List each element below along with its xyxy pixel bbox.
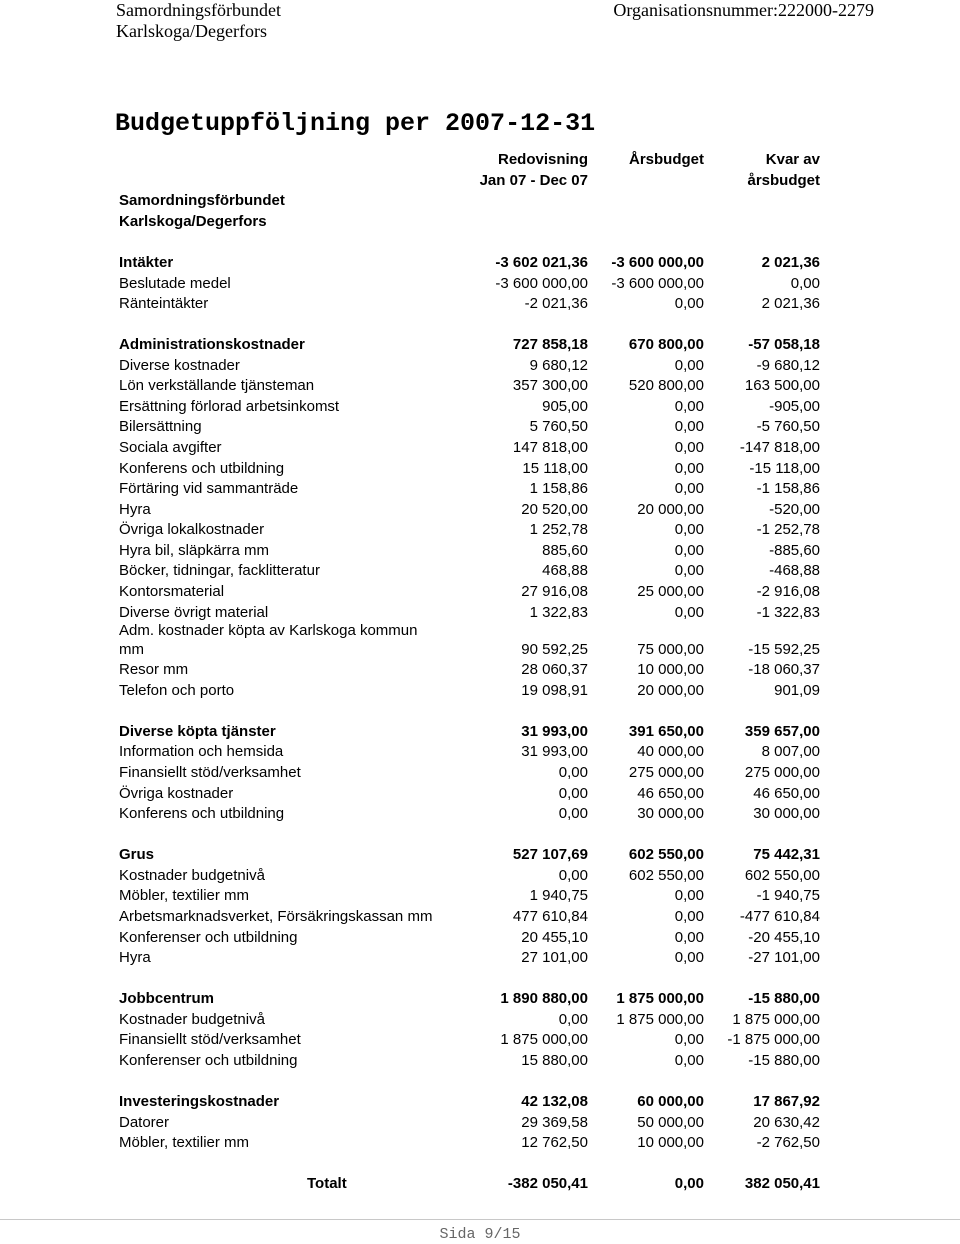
cell-redovisning: 15 118,00 xyxy=(522,460,588,477)
cell-arsbudget: 0,00 xyxy=(674,1052,704,1069)
row-label: Arbetsmarknadsverket, Försäkringskassan mm xyxy=(119,908,433,925)
table-row xyxy=(119,1030,824,1050)
cell-arsbudget: 0,00 xyxy=(674,1031,704,1048)
table-row xyxy=(119,907,824,927)
cell-kvar: 163 500,00 xyxy=(744,377,820,394)
cell-kvar: -1 158,86 xyxy=(756,480,820,497)
cell-kvar: 602 550,00 xyxy=(744,867,820,884)
table-row xyxy=(119,622,824,660)
cell-kvar: -5 760,50 xyxy=(756,418,820,435)
cell-kvar: 2 021,36 xyxy=(761,295,820,312)
total-kvar: 382 050,41 xyxy=(744,1175,820,1192)
table-row xyxy=(119,681,824,701)
cell-kvar: -57 058,18 xyxy=(748,336,820,353)
table-row xyxy=(119,866,824,886)
table-row xyxy=(119,520,824,540)
cell-redovisning: 357 300,00 xyxy=(512,377,588,394)
row-label: Jobbcentrum xyxy=(119,990,215,1007)
table-row xyxy=(119,376,824,396)
cell-redovisning: 468,88 xyxy=(542,562,588,579)
cell-arsbudget: 25 000,00 xyxy=(637,583,704,600)
section-row xyxy=(119,722,824,742)
header-organization-number: Organisationsnummer:222000-2279 xyxy=(613,0,874,20)
cell-redovisning: 27 916,08 xyxy=(521,583,588,600)
row-label: Övriga lokalkostnader xyxy=(119,521,265,538)
cell-redovisning: 1 890 880,00 xyxy=(500,990,588,1007)
cell-redovisning: 27 101,00 xyxy=(521,949,588,966)
cell-redovisning: 20 520,00 xyxy=(521,501,588,518)
cell-arsbudget: 20 000,00 xyxy=(637,501,704,518)
row-label: Datorer xyxy=(119,1114,170,1131)
cell-arsbudget: 670 800,00 xyxy=(628,336,704,353)
header-organization-location: Karlskoga/Degerfors xyxy=(116,21,267,41)
cell-redovisning: 9 680,12 xyxy=(529,357,588,374)
cell-arsbudget: 40 000,00 xyxy=(637,743,704,760)
row-label: Telefon och porto xyxy=(119,682,235,699)
cell-redovisning: 0,00 xyxy=(558,785,588,802)
row-label: Möbler, textilier mm xyxy=(119,1134,250,1151)
table-row xyxy=(119,1113,824,1133)
cell-redovisning: -3 600 000,00 xyxy=(495,275,588,292)
table-row xyxy=(119,274,824,294)
cell-redovisning: 885,60 xyxy=(542,542,588,559)
row-label: Kostnader budgetnivå xyxy=(119,867,265,884)
column-header-arsbudget: Årsbudget xyxy=(629,151,704,168)
cell-arsbudget: 0,00 xyxy=(674,398,704,415)
table-row xyxy=(119,763,824,783)
footer-divider xyxy=(0,1219,960,1220)
cell-arsbudget: 10 000,00 xyxy=(637,1134,704,1151)
table-row xyxy=(119,784,824,804)
cell-kvar: 17 867,92 xyxy=(753,1093,820,1110)
table-row xyxy=(119,356,824,376)
cell-arsbudget: 20 000,00 xyxy=(637,682,704,699)
table-row xyxy=(119,1133,824,1153)
row-label: Ersättning förlorad arbetsinkomst xyxy=(119,398,340,415)
column-header-redovisning: Redovisning xyxy=(497,151,588,168)
cell-arsbudget: 46 650,00 xyxy=(637,785,704,802)
cell-kvar: -147 818,00 xyxy=(739,439,820,456)
cell-arsbudget: 0,00 xyxy=(674,949,704,966)
row-label: Konferenser och utbildning xyxy=(119,1052,298,1069)
cell-kvar: -1 940,75 xyxy=(756,887,820,904)
table-row xyxy=(119,561,824,581)
cell-redovisning: 477 610,84 xyxy=(512,908,588,925)
cell-kvar: 359 657,00 xyxy=(744,723,820,740)
cell-redovisning: 31 993,00 xyxy=(521,743,588,760)
cell-kvar: 20 630,42 xyxy=(753,1114,820,1131)
row-label: Beslutade medel xyxy=(119,275,231,292)
cell-kvar: -477 610,84 xyxy=(739,908,820,925)
cell-kvar: -27 101,00 xyxy=(748,949,820,966)
cell-arsbudget: 0,00 xyxy=(674,460,704,477)
cell-redovisning: 31 993,00 xyxy=(521,723,588,740)
cell-arsbudget: 0,00 xyxy=(674,887,704,904)
total-redovisning: -382 050,41 xyxy=(507,1175,588,1192)
table-row xyxy=(119,582,824,602)
cell-kvar: -20 455,10 xyxy=(748,929,820,946)
organization-label-line2: Karlskoga/Degerfors xyxy=(119,213,267,230)
table-row xyxy=(119,603,824,623)
cell-redovisning: 0,00 xyxy=(558,764,588,781)
cell-kvar: 8 007,00 xyxy=(761,743,820,760)
cell-kvar: 75 442,31 xyxy=(753,846,820,863)
section-row xyxy=(119,253,824,273)
cell-redovisning: 147 818,00 xyxy=(512,439,588,456)
table-row xyxy=(119,438,824,458)
row-label-line1: Adm. kostnader köpta av Karlskoga kommun xyxy=(119,622,418,639)
table-row xyxy=(119,928,824,948)
row-label: Grus xyxy=(119,846,155,863)
row-label: Ränteintäkter xyxy=(119,295,209,312)
cell-redovisning: 1 875 000,00 xyxy=(500,1031,588,1048)
cell-redovisning: 905,00 xyxy=(542,398,588,415)
page-number: Sida 9/15 xyxy=(439,1226,521,1243)
cell-arsbudget: 602 550,00 xyxy=(628,867,704,884)
cell-arsbudget: 75 000,00 xyxy=(637,641,704,658)
table-row xyxy=(119,294,824,314)
page-title: Budgetuppföljning per 2007-12-31 xyxy=(115,109,596,138)
row-label: Lön verkställande tjänsteman xyxy=(119,377,315,394)
table-row xyxy=(119,459,824,479)
cell-arsbudget: 0,00 xyxy=(674,908,704,925)
cell-arsbudget: 391 650,00 xyxy=(628,723,704,740)
cell-redovisning: 19 098,91 xyxy=(521,682,588,699)
cell-redovisning: 20 455,10 xyxy=(521,929,588,946)
cell-kvar: -2 762,50 xyxy=(756,1134,820,1151)
cell-kvar: 0,00 xyxy=(790,275,820,292)
cell-redovisning: 0,00 xyxy=(558,867,588,884)
row-label: Finansiellt stöd/verksamhet xyxy=(119,1031,301,1048)
cell-redovisning: 727 858,18 xyxy=(512,336,588,353)
cell-redovisning: -3 602 021,36 xyxy=(495,254,588,271)
cell-kvar: -15 880,00 xyxy=(748,990,820,1007)
table-row xyxy=(119,804,824,824)
table-row xyxy=(119,500,824,520)
column-header-period: Jan 07 - Dec 07 xyxy=(479,172,588,189)
cell-kvar: -520,00 xyxy=(769,501,820,518)
section-row xyxy=(119,989,824,1009)
cell-arsbudget: -3 600 000,00 xyxy=(611,254,704,271)
cell-redovisning: 12 762,50 xyxy=(521,1134,588,1151)
cell-kvar: -9 680,12 xyxy=(756,357,820,374)
section-row xyxy=(119,1092,824,1112)
cell-redovisning: 1 252,78 xyxy=(529,521,588,538)
row-label: Böcker, tidningar, facklitteratur xyxy=(119,562,320,579)
row-label: Administrationskostnader xyxy=(119,336,305,353)
cell-kvar: 1 875 000,00 xyxy=(732,1011,820,1028)
cell-redovisning: 1 322,83 xyxy=(529,604,588,621)
section-row xyxy=(119,845,824,865)
row-label: Information och hemsida xyxy=(119,743,284,760)
row-label: Hyra xyxy=(119,501,151,518)
table-row xyxy=(119,742,824,762)
column-header-kvar-av: Kvar av xyxy=(765,151,820,168)
cell-arsbudget: 602 550,00 xyxy=(628,846,704,863)
cell-arsbudget: 0,00 xyxy=(674,357,704,374)
cell-redovisning: 42 132,08 xyxy=(521,1093,588,1110)
row-label: Finansiellt stöd/verksamhet xyxy=(119,764,301,781)
cell-kvar: -18 060,37 xyxy=(748,661,820,678)
cell-arsbudget: 0,00 xyxy=(674,418,704,435)
cell-arsbudget: 0,00 xyxy=(674,480,704,497)
cell-arsbudget: 0,00 xyxy=(674,295,704,312)
row-label: Kostnader budgetnivå xyxy=(119,1011,265,1028)
cell-arsbudget: 1 875 000,00 xyxy=(616,1011,704,1028)
cell-arsbudget: 0,00 xyxy=(674,604,704,621)
cell-redovisning: 0,00 xyxy=(558,805,588,822)
total-row xyxy=(119,1174,824,1194)
cell-redovisning: -2 021,36 xyxy=(524,295,588,312)
row-label: Bilersättning xyxy=(119,418,202,435)
row-label: Förtäring vid sammanträde xyxy=(119,480,299,497)
cell-kvar: -885,60 xyxy=(769,542,820,559)
cell-arsbudget: 50 000,00 xyxy=(637,1114,704,1131)
cell-kvar: 46 650,00 xyxy=(753,785,820,802)
cell-kvar: 275 000,00 xyxy=(744,764,820,781)
row-label: Konferens och utbildning xyxy=(119,460,285,477)
header-organization-name: Samordningsförbundet xyxy=(116,0,281,20)
row-label: Kontorsmaterial xyxy=(119,583,225,600)
cell-arsbudget: 60 000,00 xyxy=(637,1093,704,1110)
row-label: mm xyxy=(119,641,144,658)
cell-arsbudget: 520 800,00 xyxy=(628,377,704,394)
cell-arsbudget: 1 875 000,00 xyxy=(616,990,704,1007)
cell-kvar: -15 118,00 xyxy=(749,460,820,477)
table-row xyxy=(119,1010,824,1030)
row-label: Investeringskostnader xyxy=(119,1093,280,1110)
cell-kvar: -15 880,00 xyxy=(748,1052,820,1069)
cell-kvar: 901,09 xyxy=(774,682,820,699)
row-label: Konferens och utbildning xyxy=(119,805,285,822)
row-label: Diverse köpta tjänster xyxy=(119,723,276,740)
row-label: Hyra xyxy=(119,949,151,966)
table-row xyxy=(119,948,824,968)
table-row xyxy=(119,479,824,499)
row-label: Hyra bil, släpkärra mm xyxy=(119,542,270,559)
cell-arsbudget: 0,00 xyxy=(674,929,704,946)
cell-redovisning: 527 107,69 xyxy=(512,846,588,863)
row-label: Diverse kostnader xyxy=(119,357,240,374)
cell-redovisning: 5 760,50 xyxy=(529,418,588,435)
table-row xyxy=(119,660,824,680)
table-row xyxy=(119,1051,824,1071)
cell-arsbudget: -3 600 000,00 xyxy=(611,275,704,292)
cell-kvar: -468,88 xyxy=(769,562,820,579)
table-row xyxy=(119,397,824,417)
cell-kvar: -905,00 xyxy=(769,398,820,415)
cell-arsbudget: 0,00 xyxy=(674,521,704,538)
cell-arsbudget: 0,00 xyxy=(674,562,704,579)
cell-kvar: -2 916,08 xyxy=(756,583,820,600)
cell-arsbudget: 0,00 xyxy=(674,542,704,559)
cell-redovisning: 1 940,75 xyxy=(529,887,588,904)
row-label: Diverse övrigt material xyxy=(119,604,269,621)
section-row xyxy=(119,335,824,355)
row-label: Intäkter xyxy=(119,254,174,271)
column-header-arsbudget-remaining: årsbudget xyxy=(747,172,820,189)
cell-redovisning: 1 158,86 xyxy=(529,480,588,497)
cell-arsbudget: 10 000,00 xyxy=(637,661,704,678)
cell-kvar: -1 252,78 xyxy=(756,521,820,538)
cell-redovisning: 0,00 xyxy=(558,1011,588,1028)
cell-redovisning: 29 369,58 xyxy=(521,1114,588,1131)
total-label: Totalt xyxy=(307,1175,347,1192)
row-label: Sociala avgifter xyxy=(119,439,222,456)
table-row xyxy=(119,886,824,906)
cell-kvar: 30 000,00 xyxy=(753,805,820,822)
table-row xyxy=(119,541,824,561)
cell-arsbudget: 0,00 xyxy=(674,439,704,456)
total-arsbudget: 0,00 xyxy=(674,1175,704,1192)
cell-kvar: -1 875 000,00 xyxy=(727,1031,820,1048)
table-row xyxy=(119,417,824,437)
cell-arsbudget: 275 000,00 xyxy=(628,764,704,781)
cell-redovisning: 15 880,00 xyxy=(521,1052,588,1069)
organization-label-line1: Samordningsförbundet xyxy=(119,192,285,209)
cell-kvar: -15 592,25 xyxy=(748,641,820,658)
row-label: Resor mm xyxy=(119,661,189,678)
cell-kvar: -1 322,83 xyxy=(756,604,820,621)
cell-arsbudget: 30 000,00 xyxy=(637,805,704,822)
cell-redovisning: 90 592,25 xyxy=(521,641,588,658)
row-label: Konferenser och utbildning xyxy=(119,929,298,946)
row-label: Övriga kostnader xyxy=(119,785,234,802)
cell-kvar: 2 021,36 xyxy=(761,254,820,271)
row-label: Möbler, textilier mm xyxy=(119,887,250,904)
cell-redovisning: 28 060,37 xyxy=(521,661,588,678)
